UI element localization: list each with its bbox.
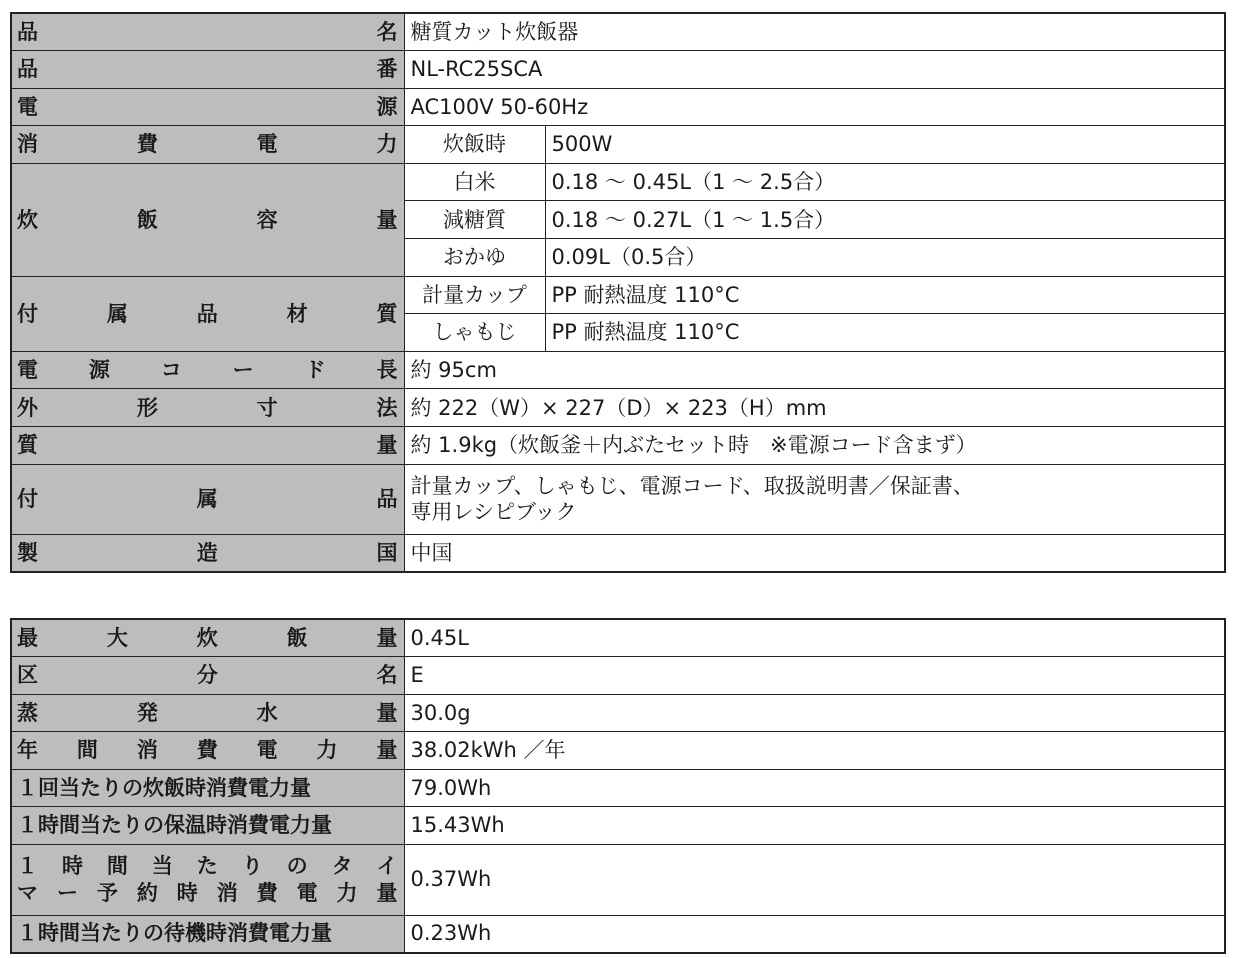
table-row (11, 13, 1225, 51)
label-line (17, 94, 398, 120)
table-row (11, 534, 1225, 572)
label-line (17, 920, 398, 946)
label-char: 量 (376, 433, 398, 458)
row-sublabel: しゃもじ (404, 314, 545, 352)
row-value: 0.18 〜 0.45L（1 〜 2.5合） (545, 163, 1225, 201)
row-value: 約 1.9kg（炊飯釜＋内ぶたセット時 ※電源コード含まず） (404, 427, 1225, 465)
row-sublabel: おかゆ (404, 239, 545, 277)
label-char: 費 (136, 132, 158, 157)
label-char: 材 (286, 301, 308, 326)
label-char: 費 (256, 880, 278, 905)
label-char: 量 (376, 880, 398, 905)
label-char: 品 (196, 301, 218, 326)
label-line (17, 19, 398, 45)
label-line (17, 700, 398, 726)
table-row (11, 915, 1225, 953)
row-label (11, 163, 404, 276)
table-row (11, 389, 1225, 427)
label-char: 消 (216, 880, 238, 905)
row-label (11, 732, 404, 770)
row-label (11, 13, 404, 51)
label-line (17, 625, 398, 651)
label-char: 力 (336, 880, 358, 905)
row-label (11, 844, 404, 915)
label-char: 約 (136, 880, 158, 905)
label-char: 質 (17, 433, 38, 458)
label-char: り (241, 854, 263, 879)
label-char: 属 (106, 301, 128, 326)
label-char: 飯 (286, 625, 308, 650)
label-char: 品 (17, 57, 38, 82)
row-label (11, 464, 404, 534)
label-char: ー (232, 358, 254, 383)
row-value: E (404, 657, 1225, 695)
label-char: 名 (376, 19, 398, 44)
row-label (11, 915, 404, 953)
label-char: 付 (17, 301, 38, 326)
label-char: 電 (17, 358, 38, 383)
label-line (17, 775, 398, 801)
label-char: イ (376, 854, 398, 879)
row-label (11, 427, 404, 465)
value-line: 専用レシピブック (410, 500, 577, 525)
table-row (11, 694, 1225, 732)
row-value: 約 95cm (404, 351, 1225, 389)
label-char: 電 (17, 94, 38, 119)
label-char: 番 (376, 57, 398, 82)
label-char: 分 (196, 663, 218, 688)
label-char: 電 (296, 880, 318, 905)
label-char: 間 (106, 854, 128, 879)
label-char: 大 (106, 625, 128, 650)
label-line (17, 432, 398, 458)
label-char: 源 (376, 94, 398, 119)
row-label (11, 694, 404, 732)
row-value: 500W (545, 126, 1225, 164)
label-char: 発 (136, 700, 158, 725)
energy-table (10, 618, 1226, 954)
label-line (17, 357, 398, 383)
table-row (11, 844, 1225, 915)
row-label (11, 769, 404, 807)
label-char: 量 (376, 625, 398, 650)
row-label (11, 126, 404, 164)
row-label (11, 807, 404, 845)
row-value: 30.0g (404, 694, 1225, 732)
label-char: 属 (196, 487, 218, 511)
label-line (17, 56, 398, 82)
label-char: 量 (376, 207, 398, 232)
label-char: 力 (376, 132, 398, 157)
label-line (17, 880, 398, 906)
label-char: た (196, 854, 218, 879)
value-line: 計量カップ、しゃもじ、電源コード、取扱説明書／保証書、 (410, 473, 974, 498)
label-char: マ (17, 880, 38, 905)
row-value: 38.02kWh ／年 (404, 732, 1225, 770)
row-label (11, 534, 404, 572)
label-line (17, 486, 398, 512)
label-char: 外 (17, 395, 38, 420)
label-char: 区 (17, 663, 38, 688)
label-char: 当 (151, 854, 173, 879)
label-char: 国 (376, 540, 398, 565)
label-char: 年 (17, 738, 38, 763)
label-char: １時間当たりの保温時消費電力量 (17, 813, 332, 838)
label-char: １時間当たりの待機時消費電力量 (17, 921, 332, 946)
table-row (11, 619, 1225, 657)
row-sublabel: 炊飯時 (404, 126, 545, 164)
row-value: 0.18 〜 0.27L（1 〜 1.5合） (545, 201, 1225, 239)
row-sublabel: 計量カップ (404, 276, 545, 314)
row-label (11, 51, 404, 89)
label-char: 品 (376, 487, 398, 511)
label-line (17, 207, 398, 233)
table-row (11, 88, 1225, 126)
table-row (11, 51, 1225, 89)
label-char: 力 (316, 738, 338, 763)
label-char: 間 (76, 738, 98, 763)
label-char: 蒸 (17, 700, 38, 725)
label-line (17, 662, 398, 688)
label-char: 形 (136, 395, 158, 420)
label-char: 炊 (196, 625, 218, 650)
label-char: ー (56, 880, 78, 905)
table-row (11, 657, 1225, 695)
row-value: 0.23Wh (404, 915, 1225, 953)
label-char: タ (331, 854, 353, 879)
table-row (11, 769, 1225, 807)
row-sublabel: 白米 (404, 163, 545, 201)
label-char: 消 (17, 132, 38, 157)
label-line (17, 395, 398, 421)
table-row (11, 163, 1225, 201)
label-char: 予 (96, 880, 118, 905)
label-char: 炊 (17, 207, 38, 232)
row-label (11, 351, 404, 389)
label-line (17, 301, 398, 327)
label-line (17, 131, 398, 157)
row-sublabel: 減糖質 (404, 201, 545, 239)
table-row (11, 732, 1225, 770)
table-row (11, 126, 1225, 164)
label-char: ド (304, 358, 326, 383)
label-char: １ (17, 854, 38, 879)
label-char: 質 (376, 301, 398, 326)
label-line (17, 812, 398, 838)
label-char: 造 (196, 540, 218, 565)
table-row (11, 351, 1225, 389)
row-label (11, 276, 404, 351)
row-value (404, 464, 1225, 534)
label-char: 量 (376, 700, 398, 725)
label-char: 時 (61, 854, 83, 879)
label-char: 品 (17, 19, 38, 44)
row-value: PP 耐熱温度 110°C (545, 314, 1225, 352)
row-label (11, 619, 404, 657)
row-value: 糖質カット炊飯器 (404, 13, 1225, 51)
label-char: 法 (376, 395, 398, 420)
label-char: 飯 (136, 207, 158, 232)
spec-table (10, 12, 1226, 573)
row-label (11, 88, 404, 126)
label-char: 費 (196, 738, 218, 763)
label-char: 最 (17, 625, 38, 650)
label-char: 付 (17, 487, 38, 511)
row-value: 約 222（W）× 227（D）× 223（H）mm (404, 389, 1225, 427)
label-char: 時 (176, 880, 198, 905)
label-char: の (286, 854, 308, 879)
label-char: 電 (256, 132, 278, 157)
label-char: 寸 (256, 395, 278, 420)
label-char: 源 (88, 358, 110, 383)
label-line (17, 737, 398, 763)
row-value: PP 耐熱温度 110°C (545, 276, 1225, 314)
row-value: 0.37Wh (404, 844, 1225, 915)
table-row (11, 427, 1225, 465)
row-value: 中国 (404, 534, 1225, 572)
label-line (17, 853, 398, 879)
label-char: 量 (376, 738, 398, 763)
label-char: コ (160, 358, 182, 383)
label-char: １回当たりの炊飯時消費電力量 (17, 775, 311, 800)
label-char: 水 (256, 700, 278, 725)
label-char: 電 (256, 738, 278, 763)
row-value: 79.0Wh (404, 769, 1225, 807)
label-char: 容 (256, 207, 278, 232)
row-label (11, 657, 404, 695)
table-row (11, 807, 1225, 845)
row-label (11, 389, 404, 427)
label-char: 消 (136, 738, 158, 763)
row-value: 15.43Wh (404, 807, 1225, 845)
row-value: 0.09L（0.5合） (545, 239, 1225, 277)
table-row (11, 464, 1225, 534)
row-value: AC100V 50-60Hz (404, 88, 1225, 126)
label-char: 名 (376, 663, 398, 688)
row-value: 0.45L (404, 619, 1225, 657)
label-line (17, 540, 398, 566)
label-char: 製 (17, 540, 38, 565)
table-row (11, 276, 1225, 314)
row-value: NL-RC25SCA (404, 51, 1225, 89)
label-char: 長 (376, 358, 398, 383)
